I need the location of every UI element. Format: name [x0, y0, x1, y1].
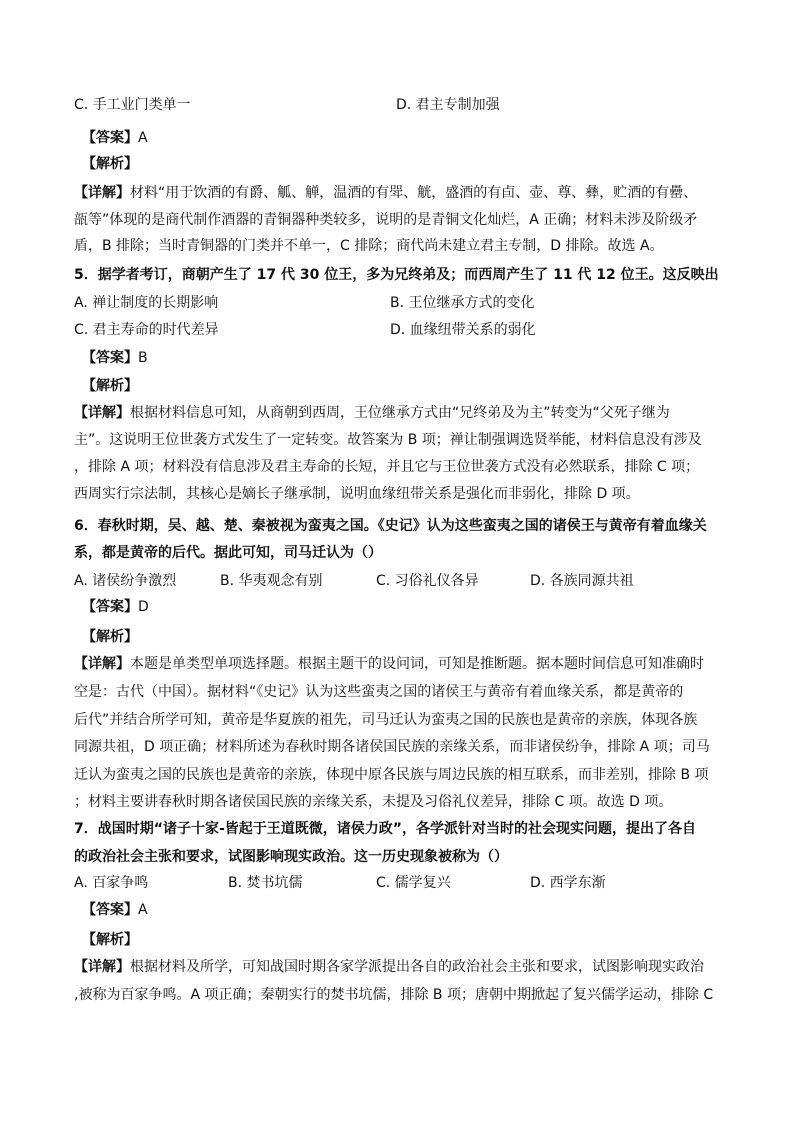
q6-option-b: B. 华夷观念有别 — [220, 573, 323, 589]
answer-value: A — [138, 902, 148, 918]
q7-detail-line-2: ,被称为百家争鸣。A 项正确；秦朝实行的焚书坑儒，排除 B 项；唐朝中期掀起了复兴儒学运动，排除 C — [74, 987, 714, 1003]
q5-option-a: A. 禅让制度的长期影响 — [74, 295, 219, 311]
q5-option-b: B. 王位继承方式的变化 — [390, 295, 535, 311]
q7-option-d: D. 西学东渐 — [530, 875, 606, 891]
q6-option-a: A. 诸侯纷争激烈 — [74, 573, 177, 589]
q7-detail-line-1: 【详解】根据材料及所学，可知战国时期各家学派提出各自的政治社会主张和要求，试图影响现实政治 — [74, 959, 704, 975]
q7-option-b: B. 焚书坑儒 — [228, 875, 303, 891]
q4-detail-line-3: 盾，B 排除；当时青铜器的门类并不单一，C 排除；商代尚未建立君主专制，D 排除。故选 A。 — [74, 238, 664, 254]
q7-stem-line-2: 的政治社会主张和要求，试图影响现实政治。这一历史现象被称为（） — [74, 849, 508, 865]
q5-option-d: D. 血缘纽带关系的弱化 — [390, 322, 536, 338]
q7-answer — [82, 901, 722, 920]
q5-options-ab — [74, 294, 714, 313]
answer-value: A — [138, 130, 148, 146]
q5-detail-line-4: 西周实行宗法制，其核心是嫡长子继承制，说明血缘纽带关系是强化而非弱化，排除 D 项。 — [74, 486, 640, 502]
q7-analysis-label: 【解析】 — [82, 932, 138, 948]
q6-detail-line-1: 【详解】本题是单类型单项选择题。根据主题干的设问词，可知是推断题。据本题时间信息可知准确时 — [74, 656, 704, 672]
detail-label: 【详解】 — [74, 959, 130, 975]
q5-option-c: C. 君主寿命的时代差异 — [74, 322, 219, 338]
q4-answer — [82, 129, 722, 148]
q5-answer — [82, 349, 722, 368]
detail-label: 【详解】 — [74, 405, 130, 421]
q6-detail-line-2: 空是：古代（中国）。据材料“《史记》认为这些蛮夷之国的诸侯王与黄帝有着血缘关系，都是黄帝的 — [74, 684, 684, 700]
answer-label: 【答案】 — [82, 599, 138, 615]
q4-detail-line-1: 【详解】材料“用于饮酒的有爵、觚、觯，温酒的有斝、觥，盛酒的有卣、壶、尊、彝，贮酒的有罍、 — [74, 185, 698, 201]
answer-label: 【答案】 — [82, 350, 138, 366]
q6-stem-line-2: 系，都是黄帝的后代。据此可知，司马迁认为（） — [74, 545, 382, 561]
detail-label: 【详解】 — [74, 185, 130, 201]
q6-answer — [82, 598, 722, 617]
q6-option-c: C. 习俗礼仪各异 — [376, 573, 479, 589]
q6-detail-line-3: 后代”并结合所学可知，黄帝是华夏族的祖先，司马迁认为蛮夷之国的民族也是黄帝的亲族，体现各族 — [74, 712, 698, 728]
q5-stem: 5．据学者考订，商朝产生了 17 代 30 位王，多为兄终弟及；而西周产生了 11 代 12 位王。这反映出 — [74, 267, 719, 283]
q7-option-a: A. 百家争鸣 — [74, 875, 149, 891]
q5-detail-line-1: 【详解】根据材料信息可知，从商朝到西周，王位继承方式由“兄终弟及为主”转变为“父死子继为 — [74, 405, 670, 421]
q6-options — [74, 572, 714, 591]
detail-label: 【详解】 — [74, 656, 130, 672]
q6-option-d: D. 各族同源共祖 — [530, 573, 634, 589]
q7-options — [74, 874, 714, 893]
q5-detail-line-3: ，排除 A 项；材料没有信息涉及君主寿命的长短，并且它与王位世袭方式没有必然联系，排除 C 项； — [74, 459, 700, 475]
answer-label: 【答案】 — [82, 902, 138, 918]
q5-detail-line-2: 主”。这说明王位世袭方式发生了一定转变。故答案为 B 项；禅让制强调选贤举能，材料信息没有涉及 — [74, 432, 702, 448]
q4-option-c: C. 手工业门类单一 — [74, 97, 191, 113]
q4-options-cd — [74, 96, 714, 115]
q4-analysis-label: 【解析】 — [82, 156, 138, 172]
q4-option-d: D. 君主专制加强 — [396, 97, 500, 113]
q6-analysis-label: 【解析】 — [82, 629, 138, 645]
q5-analysis-label: 【解析】 — [82, 378, 138, 394]
answer-label: 【答案】 — [82, 130, 138, 146]
q4-detail-line-2: 瓿等”体现的是商代制作酒器的青铜器种类较多，说明的是青铜文化灿烂，A 正确；材料未涉及阶级矛 — [74, 212, 698, 228]
answer-value: D — [138, 599, 149, 615]
q7-stem-line-1: 7．战国时期“诸子十家-皆起于王道既微，诸侯力政”，各学派针对当时的社会现实问题，提出了各自 — [74, 821, 696, 837]
q6-detail-line-6: ；材料主要讲春秋时期各诸侯国民族的亲缘关系，未提及习俗礼仪差异，排除 C 项。故选 D 项。 — [74, 794, 673, 810]
q7-option-c: C. 儒学复兴 — [376, 875, 451, 891]
q6-detail-line-5: 迁认为蛮夷之国的民族也是黄帝的亲族，体现中原各民族与周边民族的相互联系，而非差别，排除 B 项 — [74, 767, 709, 783]
q6-stem-line-1: 6．春秋时期，吴、越、楚、秦被视为蛮夷之国。《史记》认为这些蛮夷之国的诸侯王与黄帝有着血缘关 — [74, 518, 707, 534]
q6-detail-line-4: 同源共祖，D 项正确；材料所述为春秋时期各诸侯国民族的亲缘关系，而非诸侯纷争，排除 A 项；司马 — [74, 739, 710, 755]
answer-value: B — [138, 350, 148, 366]
q5-options-cd — [74, 321, 714, 340]
